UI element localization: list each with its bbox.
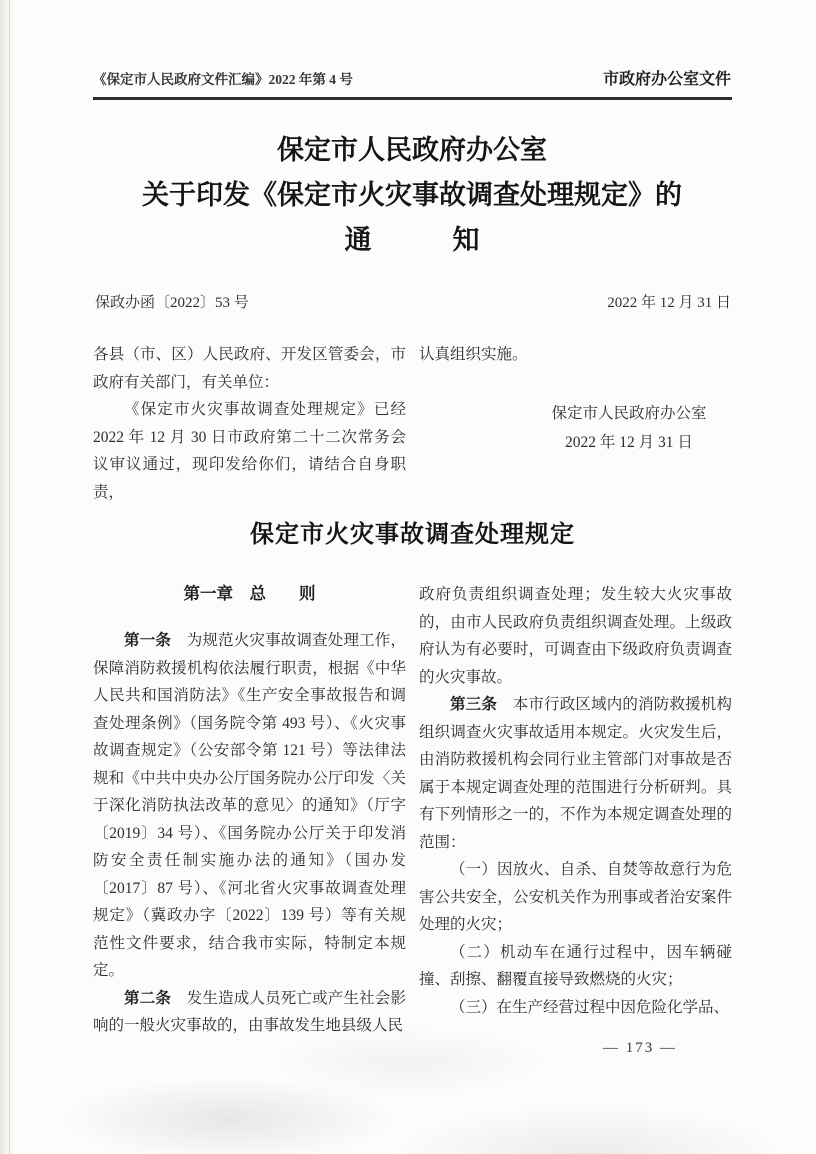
article-1 — [93, 627, 406, 985]
article-3-text: 本市行政区域内的消防救援机构组织调查火灾事故适用本规定。火灾发生后，由消防救援机构会同行业主管部门对事故是否属于本规定调查处理的范围进行分析研判。具有下列情形之一的，不作为本规定调查处理的范围： — [419, 696, 732, 851]
notice-body — [93, 341, 732, 506]
notice-title — [90, 128, 734, 263]
article-3-item-2: （二）机动车在通行过程中，因车辆碰撞、刮擦、翻覆直接导致燃烧的火灾； — [419, 943, 732, 988]
article-1-text: 为规范火灾事故调查处理工作，保障消防救援机构依法履行职责，根据《中华人民共和国消防法》《生产安全事故报告和调查处理条例》（国务院令第 493 号）、《火灾事故调查规定》（公安部令第 121 号）等法律法规和《中共中央办公厅国务院办公厅印发〈关于深化消防执法改革的意见〉的通知》（厅字〔2019〕34 号）、《国务院办公厅关于印发消防安全责任制实施办法的通知》（国办发〔2017〕87 号）、《河北省火灾事故调查处理规定》（冀政办字〔2022〕139 号）等有关规范性文件要求，结合我市实际，特制定本规定。 — [93, 632, 406, 979]
header-compilation-label: 《保定市人民政府文件汇编》2022 年第 4 号 — [93, 72, 353, 87]
regulation-right-column — [419, 581, 732, 1040]
article-3-item-1: （一）因放火、自杀、自焚等故意行为危害公共安全，公安机关作为刑事或者治安案件处理的火灾； — [419, 861, 732, 933]
signature-block — [529, 399, 729, 457]
notice-body-paragraph: 《保定市火灾事故调查处理规定》已经 2022 年 12 月 30 日市政府第二十二次常务会议审议通过，现印发给你们，请结合自身职责， — [93, 401, 406, 501]
article-2-label: 第二条 — [124, 989, 172, 1007]
regulation-body — [93, 581, 732, 1040]
notice-title-line-1: 保定市人民政府办公室 — [277, 135, 547, 165]
article-1-label: 第一条 — [124, 632, 172, 649]
header-divider — [93, 97, 732, 100]
page-number: — 173 — — [603, 1040, 677, 1056]
notice-addressee: 各县（市、区）人民政府、开发区管委会，市政府有关部门，有关单位： — [93, 346, 406, 391]
notice-right-column — [419, 341, 732, 506]
notice-title-line-3: 通 知 — [344, 225, 480, 255]
article-2-text: 发生造成人员死亡或产生社会影响的一般火灾事故的，由事故发生地县级人民 — [93, 989, 406, 1034]
article-3 — [419, 691, 732, 856]
header-doc-category: 市政府办公室文件 — [602, 71, 731, 88]
doc-number: 保政办函〔2022〕53 号 — [95, 295, 249, 311]
notice-left-column — [93, 341, 406, 506]
article-2 — [93, 985, 406, 1040]
doc-date: 2022 年 12 月 31 日 — [607, 295, 731, 311]
chapter-heading: 第一章 总 则 — [183, 585, 316, 603]
signature-org: 保定市人民政府办公室 — [551, 404, 707, 422]
regulation-title: 保定市火灾事故调查处理规定 — [250, 522, 575, 548]
article-3-label: 第三条 — [450, 696, 498, 713]
regulation-left-column — [93, 581, 406, 1040]
notice-body-continuation: 认真组织实施。 — [419, 346, 528, 363]
doc-number-row — [95, 291, 731, 312]
article-3-item-3: （三）在生产经营过程中因危险化学品、 — [450, 998, 730, 1016]
page-header — [93, 66, 731, 89]
notice-title-line-2: 关于印发《保定市火灾事故调查处理规定》的 — [142, 180, 682, 210]
scan-edge-line — [9, 0, 10, 1154]
signature-date: 2022 年 12 月 31 日 — [565, 433, 693, 451]
article-2-continuation: 政府负责组织调查处理；发生较大火灾事故的，由市人民政府负责组织调查处理。上级政府认为有必要时，可调查由下级政府负责调查的火灾事故。 — [419, 586, 732, 686]
